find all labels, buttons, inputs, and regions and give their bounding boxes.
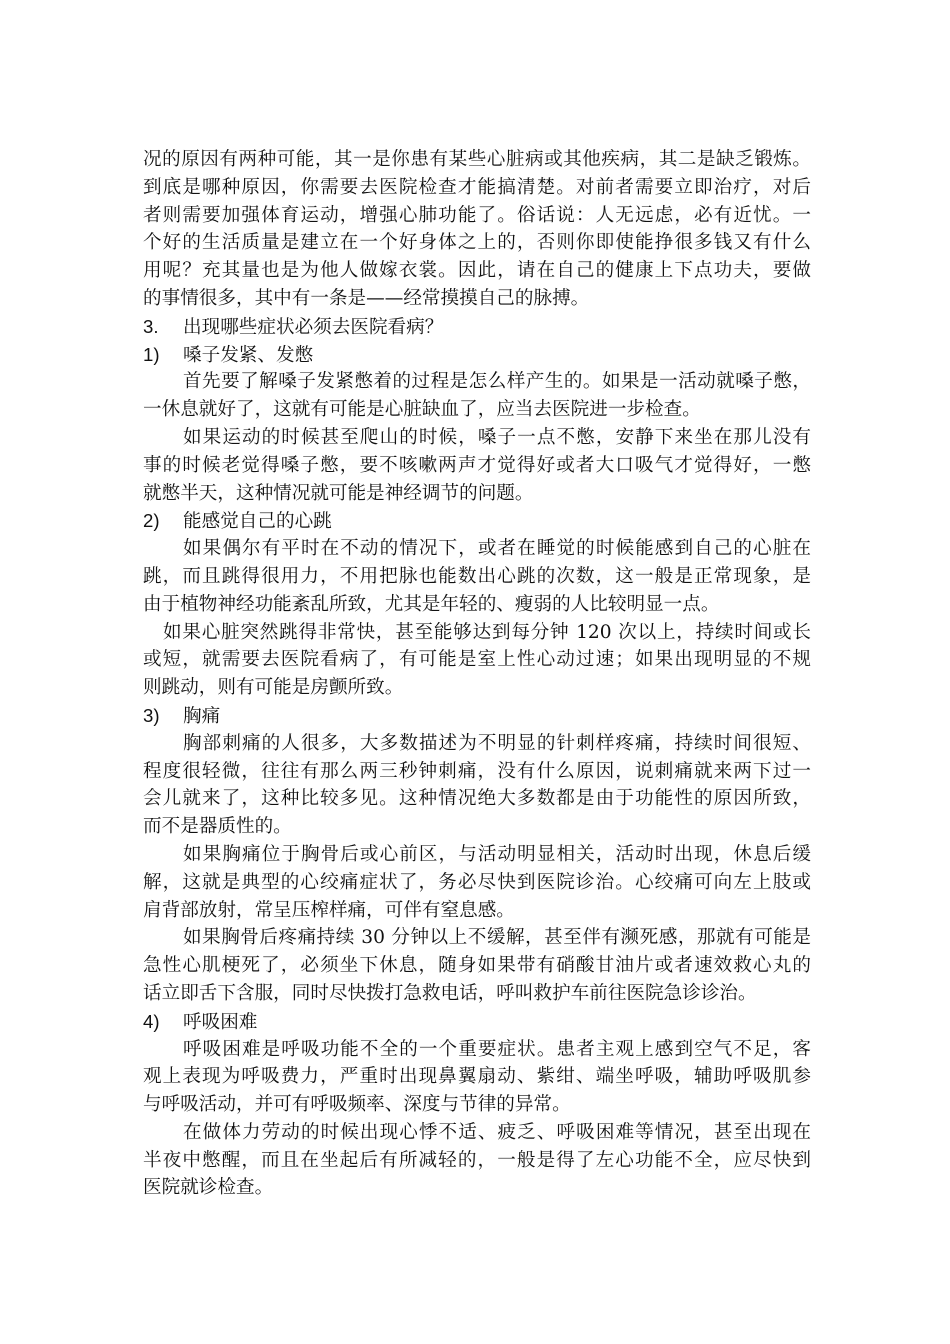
text-line: 首先要了解嗓子发紧憋着的过程是怎么样产生的。如果是一活动就嗓子憋， — [183, 371, 811, 393]
subsection-number: 3) — [143, 704, 160, 726]
text-line: 或短，就需要去医院看病了，有可能是室上性心动过速；如果出现明显的不规 — [143, 649, 811, 671]
section-heading-3 — [143, 313, 811, 341]
subsection-title: 呼吸困难 — [183, 1011, 258, 1033]
text-line: 如果心脏突然跳得非常快，甚至能够达到每分钟 120 次以上，持续时间或长 — [163, 621, 811, 643]
text-line: 会儿就来了，这种比较多见。这种情况绝大多数都是由于功能性的原因所致， — [143, 788, 811, 810]
subsection-number: 2) — [143, 510, 160, 532]
subsection-title: 能感觉自己的心跳 — [183, 511, 332, 533]
paragraph — [143, 730, 811, 841]
text-line: 事的时候老觉得嗓子憋，要不咳嗽两声才觉得好或者大口吸气才觉得好，一憋 — [143, 454, 811, 476]
text-line: 胸部刺痛的人很多，大多数描述为不明显的针刺样疼痛，持续时间很短、 — [183, 732, 811, 754]
text-line: 个好的生活质量是建立在一个好身体之上的，否则你即使能挣很多钱又有什么 — [143, 232, 811, 254]
paragraph — [143, 619, 811, 702]
text-line: 一休息就好了，这就有可能是心脏缺血了，应当去医院进一步检查。 — [143, 399, 701, 421]
section-title: 出现哪些症状必须去医院看病？ — [183, 316, 444, 338]
text-line: 话立即舌下含服，同时尽快拨打急救电话，呼叫救护车前往医院急诊诊治。 — [143, 982, 757, 1004]
paragraph — [143, 1119, 811, 1202]
section-number: 3. — [143, 315, 159, 337]
text-line: 者则需要加强体育运动，增强心肺功能了。俗话说：人无远虑，必有近忧。一 — [143, 204, 811, 226]
subsection-heading-2 — [143, 507, 811, 535]
text-line: 就憋半天，这种情况就可能是神经调节的问题。 — [143, 482, 534, 504]
paragraph — [143, 424, 811, 507]
subsection-heading-1 — [143, 341, 811, 369]
text-line: 用呢？充其量也是为他人做嫁衣裳。因此，请在自己的健康上下点功夫，要做 — [143, 260, 811, 282]
subsection-number: 4) — [143, 1010, 160, 1032]
text-line: 如果偶尔有平时在不动的情况下，或者在睡觉的时候能感到自己的心脏在 — [183, 538, 811, 560]
subsection-title: 嗓子发紧、发憋 — [183, 344, 314, 366]
text-line: 则跳动，则有可能是房颤所致。 — [143, 677, 404, 699]
paragraph — [143, 368, 811, 424]
text-line: 到底是哪种原因，你需要去医院检查才能搞清楚。对前者需要立即治疗，对后 — [143, 176, 811, 198]
document-page — [143, 146, 811, 1202]
text-line: 在做体力劳动的时候出现心悸不适、疲乏、呼吸困难等情况，甚至出现在 — [183, 1121, 811, 1143]
text-line: 医院就诊检查。 — [143, 1177, 274, 1199]
paragraph — [143, 1036, 811, 1119]
paragraph — [143, 841, 811, 924]
text-line: 急性心肌梗死了，必须坐下休息，随身如果带有硝酸甘油片或者速效救心丸的 — [143, 955, 811, 977]
text-line: 由于植物神经功能紊乱所致，尤其是年轻的、瘦弱的人比较明显一点。 — [143, 593, 720, 615]
text-line: 肩背部放射，常呈压榨样痛，可伴有窒息感。 — [143, 899, 515, 921]
text-line: 况的原因有两种可能，其一是你患有某些心脏病或其他疾病，其二是缺乏锻炼。 — [143, 149, 811, 170]
paragraph — [143, 924, 811, 1007]
text-line: 呼吸困难是呼吸功能不全的一个重要症状。患者主观上感到空气不足，客 — [183, 1038, 811, 1060]
text-line: 而不是器质性的。 — [143, 816, 292, 838]
text-line: 观上表现为呼吸费力，严重时出现鼻翼扇动、紫绀、端坐呼吸，辅助呼吸肌参 — [143, 1066, 811, 1088]
text-line: 如果胸痛位于胸骨后或心前区，与活动明显相关，活动时出现，休息后缓 — [183, 843, 811, 865]
text-line: 的事情很多，其中有一条是——经常摸摸自己的脉搏。 — [143, 287, 590, 309]
text-line: 与呼吸活动，并可有呼吸频率、深度与节律的异常。 — [143, 1094, 571, 1116]
text-line: 程度很轻微，往往有那么两三秒钟刺痛，没有什么原因，说刺痛就来两下过一 — [143, 760, 811, 782]
text-line: 如果运动的时候甚至爬山的时候，嗓子一点不憋，安静下来坐在那儿没有 — [183, 426, 811, 448]
paragraph — [143, 535, 811, 618]
subsection-heading-3 — [143, 702, 811, 730]
text-line: 解，这就是典型的心绞痛症状了，务必尽快到医院诊治。心绞痛可向左上肢或 — [143, 871, 811, 893]
subsection-heading-4 — [143, 1008, 811, 1036]
text-line: 跳，而且跳得很用力，不用把脉也能数出心跳的次数，这一般是正常现象，是 — [143, 565, 811, 587]
subsection-number: 1) — [143, 343, 160, 365]
subsection-title: 胸痛 — [183, 705, 221, 727]
intro-paragraph — [143, 146, 811, 313]
text-line: 如果胸骨后疼痛持续 30 分钟以上不缓解，甚至伴有濒死感，那就有可能是 — [183, 927, 811, 949]
text-line: 半夜中憋醒，而且在坐起后有所减轻的，一般是得了左心功能不全，应尽快到 — [143, 1149, 811, 1171]
